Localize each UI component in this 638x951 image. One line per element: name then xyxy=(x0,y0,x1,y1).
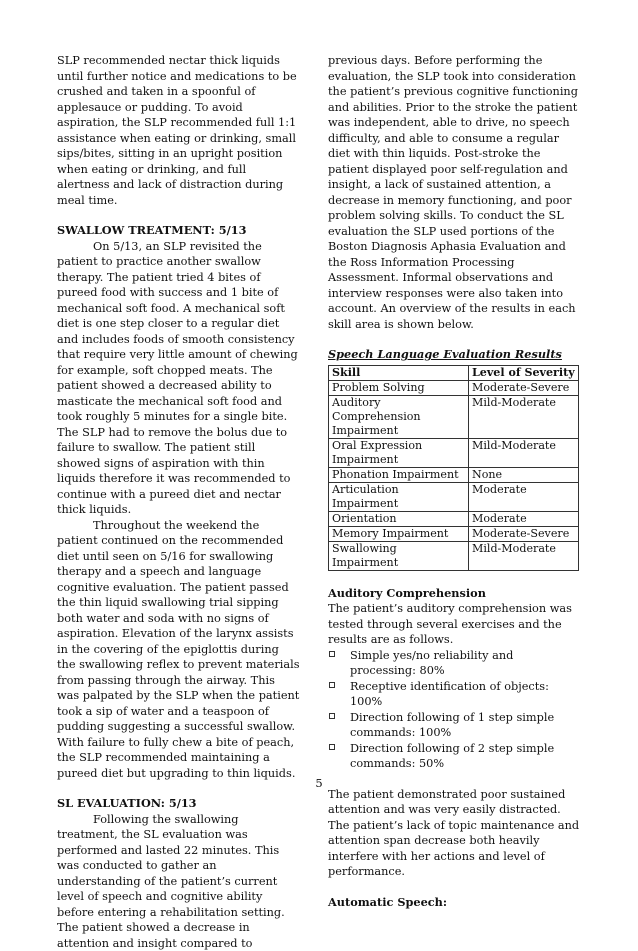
swallow-paragraph-2: Throughout the weekend the patient continued on the recommended diet until seen on 5/16 for swallowing therapy and a speech and language cognitive evaluation. The patient passed the thin liquid swallowing trial sipping both water and soda with no signs of aspiration. Elevation of the larynx assists in the covering of the epiglottis during the swallowing reflex to prevent materials from passing through the airway. This was palpated by the SLP when the patient took a sip of water and a teaspoon of pudding suggesting a successful swallow. With failure to fully chew a bite of peach, the SLP recommended maintaining a pureed diet but upgrading to thin liquids. xyxy=(57,518,300,782)
skill-cell: Problem Solving xyxy=(329,380,469,395)
auditory-intro: The patient’s auditory comprehension was tested through several exercises and the results are as follows. xyxy=(328,601,580,648)
severity-cell: Moderate xyxy=(469,482,579,511)
skill-cell: Swallowing Impairment xyxy=(329,541,469,570)
severity-cell: Moderate-Severe xyxy=(469,380,579,395)
swallow-paragraph-1: On 5/13, an SLP revisited the patient to practice another swallow therapy. The patient tried 4 bites of pureed food with success and 1 bite of mechanical soft food. A mechanical soft diet is one step closer to a regular diet and includes foods of smooth consistency that require very little amount of chewing for example, soft chopped meats. The patient showed a decreased ability to masticate the mechanical soft food and took roughly 5 minutes for a single bite. The SLP had to remove the bolus due to failure to swallow. The patient still showed signs of aspiration with thin liquids therefore it was recommended to continue with a pureed diet and nectar thick liquids. xyxy=(57,239,300,518)
square-bullet-icon xyxy=(329,744,335,750)
skill-cell: Auditory Comprehension Impairment xyxy=(329,395,469,438)
header-skill: Skill xyxy=(329,365,469,380)
table-row xyxy=(329,380,579,395)
intro-paragraph: SLP recommended nectar thick liquids until further notice and medications to be crushed and taken in a spoonful of applesauce or pudding. To avoid aspiration, the SLP recommended full 1:1 assistance when eating or drinking, small sips/bites, sitting in an upright position when eating or drinking, and full alertness and lack of distraction during meal time. xyxy=(57,53,300,208)
table-row xyxy=(329,482,579,511)
severity-cell: Mild-Moderate xyxy=(469,541,579,570)
skill-cell: Phonation Impairment xyxy=(329,467,469,482)
table-row xyxy=(329,526,579,541)
table-row xyxy=(329,541,579,570)
sl-evaluation-heading: SL EVALUATION: 5/13 xyxy=(57,796,300,812)
list-item: Direction following of 1 step simple commands: 100% xyxy=(328,710,580,741)
page-number: 5 xyxy=(0,776,638,790)
automatic-speech-heading: Automatic Speech: xyxy=(328,895,580,911)
skill-cell: Oral Expression Impairment xyxy=(329,438,469,467)
severity-cell: None xyxy=(469,467,579,482)
severity-table xyxy=(328,365,579,571)
table-row xyxy=(329,395,579,438)
skill-cell: Memory Impairment xyxy=(329,526,469,541)
severity-cell: Moderate-Severe xyxy=(469,526,579,541)
table-header-row xyxy=(329,365,579,380)
severity-cell: Mild-Moderate xyxy=(469,395,579,438)
list-item: Receptive identification of objects: 100% xyxy=(328,679,580,710)
swallow-treatment-heading: SWALLOW TREATMENT: 5/13 xyxy=(57,223,300,239)
square-bullet-icon xyxy=(329,651,335,657)
table-row xyxy=(329,438,579,467)
table-row xyxy=(329,467,579,482)
auditory-comprehension-heading: Auditory Comprehension xyxy=(328,586,580,602)
list-item: Direction following of 2 step simple commands: 50% xyxy=(328,741,580,772)
auditory-summary: The patient demonstrated poor sustained attention and was very easily distracted. The patient’s lack of topic maintenance and attention span decrease both heavily interfere with her actions and level of performance. xyxy=(328,787,580,880)
continued-paragraph: previous days. Before performing the evaluation, the SLP took into consideration the patient’s previous cognitive functioning and abilities. Prior to the stroke the patient was independent, able to drive, no speech difficulty, and able to consume a regular diet with thin liquids. Post-stroke the patient displayed poor self-regulation and insight, a lack of sustained attention, a decrease in memory functioning, and poor problem solving skills. To conduct the SL evaluation the SLP used portions of the Boston Diagnosis Aphasia Evaluation and the Ross Information Processing Assessment. Informal observations and interview responses were also taken into account. An overview of the results in each skill area is shown below. xyxy=(328,53,580,332)
list-item: Simple yes/no reliability and processing: 80% xyxy=(328,648,580,679)
square-bullet-icon xyxy=(329,682,335,688)
skill-cell: Orientation xyxy=(329,511,469,526)
severity-cell: Moderate xyxy=(469,511,579,526)
sl-evaluation-paragraph: Following the swallowing treatment, the SL evaluation was performed and lasted 22 minutes. This was conducted to gather an understanding of the patient’s current level of speech and cognitive ability before entering a rehabilitation setting. The patient showed a decrease in attention and insight compared to xyxy=(57,812,300,951)
left-column xyxy=(57,53,300,951)
header-severity: Level of Severity xyxy=(469,365,579,380)
table-row xyxy=(329,511,579,526)
table-caption: Speech Language Evaluation Results xyxy=(328,347,580,363)
square-bullet-icon xyxy=(329,713,335,719)
auditory-results-list xyxy=(328,648,580,772)
severity-cell: Mild-Moderate xyxy=(469,438,579,467)
skill-cell: Articulation Impairment xyxy=(329,482,469,511)
